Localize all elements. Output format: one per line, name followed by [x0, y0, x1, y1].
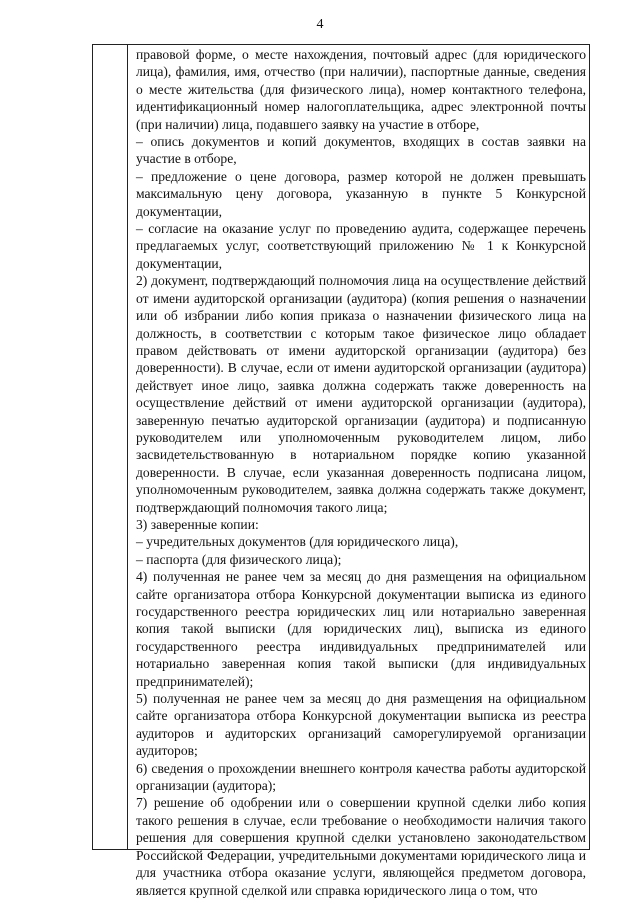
paragraph-quality-control: 6) сведения о прохождении внешнего контроля качества работы аудиторской организации (аудитора); [136, 760, 586, 794]
paragraph-register-extract: 4) полученная не ранее чем за месяц до дня размещения на официальном сайте организатора отбора Конкурсной документации выписка из единого государственного реестра юридических лиц или нотариально заверенная копия такой выписки (для юридических лиц), выписка из единого государственного реестра индивидуальных предпринимателей или нотариально заверенная копия такой выписки (для индивидуальных предпринимателей); [136, 569, 586, 689]
paragraph-auditor-register: 5) полученная не ранее чем за месяц до дня размещения на официальном сайте организатора отбора Конкурсной документации выписка из реестра аудиторов и аудиторских организаций саморегулируемой организации аудиторов; [136, 691, 586, 759]
paragraph-audit-consent: – согласие на оказание услуг по проведению аудита, содержащее перечень предлагаемых услуг, соответствующий приложению № 1 к Конкурсной документации, [136, 221, 586, 271]
page-number: 4 [316, 17, 324, 32]
paragraph-passport: – паспорта (для физического лица); [136, 551, 342, 567]
paragraph-document-inventory: – опись документов и копий документов, входящих в состав заявки на участие в отборе, [136, 134, 586, 167]
paragraph-authority-document: 2) документ, подтверждающий полномочия лица на осуществление действий от имени аудиторской организации (аудитора) (копия решения о назначении или об избрании либо копия приказа о назначении физического лица на должность, в соответствии с которым такое физическое лицо обладает правом действовать от имени аудиторской организации (аудитора) без доверенности). В случае, если от имени аудиторской организации (аудитора) действует иное лицо, заявка должна содержать также доверенность на осуществление действий от имени аудиторской организации (аудитора), заверенную печатью аудиторской организации (аудитора) и подписанную руководителем или уполномоченным руководителем лицом, либо засвидетельствованную в нотариальном порядке копию указанной доверенности. В случае, если указанная доверенность подписана лицом, уполномоченным руководителем, заявка должна содержать также документ, подтверждающий полномочия такого лица; [136, 273, 586, 515]
table-number-column [93, 45, 128, 849]
paragraph-price-offer: – предложение о цене договора, размер которой не должен превышать максимальную цену договора, указанную в пункте 5 Конкурсной документации, [136, 168, 586, 219]
paragraph-applicant-details: правовой форме, о месте нахождения, почтовый адрес (для юридического лица), фамилия, имя, отчество (при наличии), паспортные данные, сведения о месте жительства (для физического лица), номер контактного телефона, идентификационный номер налогоплательщика, адрес электронной почты (при наличии) лица, подавшего заявку на участие в отборе, [136, 47, 586, 132]
paragraph-founding-documents: – учредительных документов (для юридического лица), [136, 534, 459, 550]
paragraph-certified-copies: 3) заверенные копии: [136, 516, 259, 532]
table-text-column [136, 46, 586, 899]
paragraph-major-transaction: 7) решение об одобрении или о совершении крупной сделки либо копия такого решения в случае, если требование о необходимости наличия такого решения для совершения крупной сделки установлено законодательством Российской Федерации, учредительными документами юридического лица и для участника отбора оказание услуги, являющейся предметом договора, является крупной сделкой или справка юридического лица о том, что [136, 795, 586, 898]
document-table [92, 44, 590, 898]
